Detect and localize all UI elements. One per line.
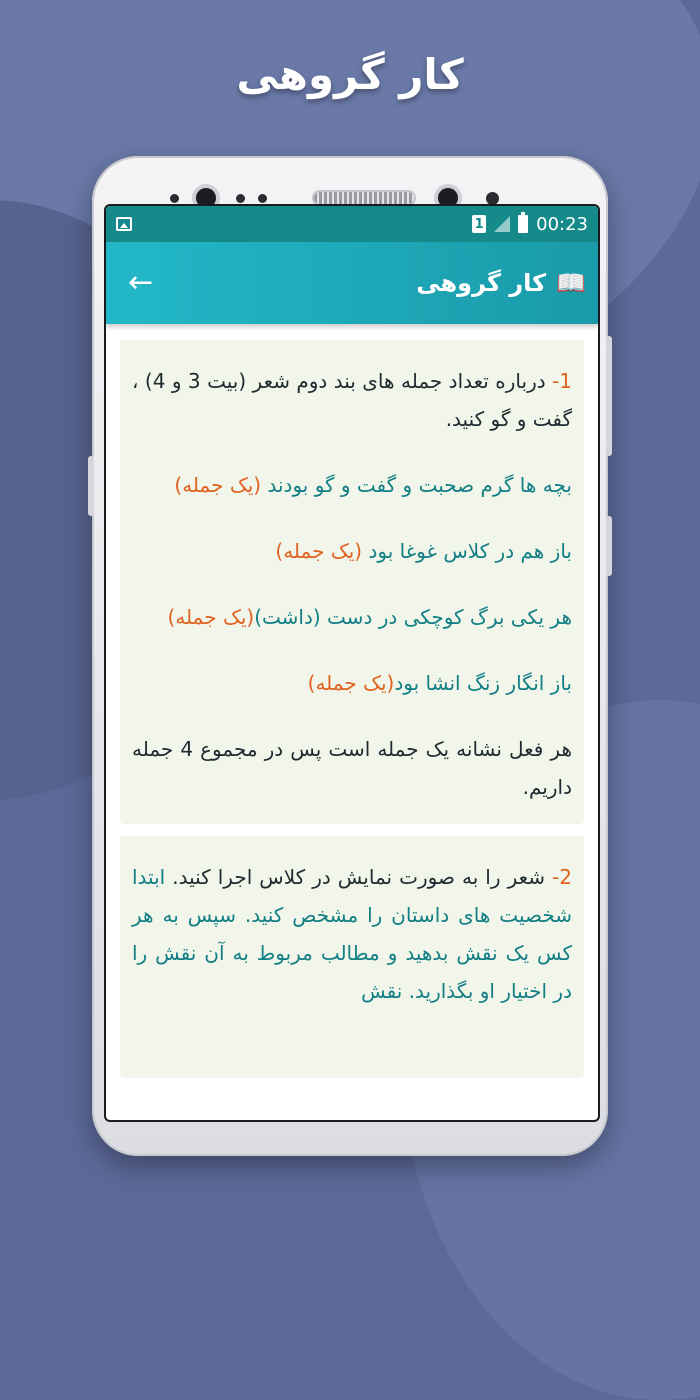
sim-icon: 1 (472, 215, 486, 233)
battery-icon (518, 215, 528, 233)
side-button (606, 336, 612, 456)
text-segment: (یک جمله) (307, 671, 395, 695)
text-segment: درباره تعداد جمله های بند دوم شعر (بیت 3 و 4) ، گفت و گو کنید. (132, 369, 572, 431)
answer-paragraph (132, 598, 572, 636)
back-arrow-icon[interactable]: ← (128, 265, 154, 300)
answer-paragraph (132, 362, 572, 438)
earpiece-speaker (314, 192, 414, 204)
answer-card (120, 340, 584, 824)
sensor-dot (258, 194, 267, 203)
phone-frame (92, 156, 608, 1156)
text-segment: شعر را به صورت نمایش در کلاس اجرا کنید. (165, 865, 553, 889)
app-bar (106, 242, 598, 324)
text-segment: (یک جمله) (275, 539, 363, 563)
phone-screen (104, 204, 600, 1122)
answer-paragraph (132, 532, 572, 570)
gallery-notification-icon (116, 217, 132, 231)
answer-paragraph (132, 664, 572, 702)
text-segment: بچه ها گرم صحبت و گفت و گو بودند (261, 473, 572, 497)
text-segment: 2- (552, 865, 572, 889)
signal-icon (494, 216, 510, 232)
promo-title: کار گروهی (236, 50, 464, 99)
text-segment: باز هم در کلاس غوغا بود (362, 539, 572, 563)
text-segment: هر فعل نشانه یک جمله است پس در مجموع 4 جمله داریم. (132, 737, 572, 799)
text-segment: ابتدا شخصیت های داستان را مشخص کنید. سپس به هر کس یک نقش بدهید و مطالب مربوط به آن نقش را در اختیار او بگذارید. نقش (132, 865, 572, 1003)
status-bar (106, 206, 598, 242)
content-scroll[interactable] (106, 324, 598, 1078)
sensor-dot (236, 194, 245, 203)
side-button (606, 516, 612, 576)
page-title: کار گروهی (416, 269, 547, 297)
text-segment: 1- (552, 369, 572, 393)
text-segment: (یک جمله) (174, 473, 262, 497)
answer-paragraph (132, 466, 572, 504)
status-time: 00:23 (536, 213, 588, 235)
side-button (88, 456, 94, 516)
answer-paragraph (132, 730, 572, 806)
text-segment: باز انگار زنگ انشا بود (394, 671, 572, 695)
text-segment: هر یکی برگ کوچکی در دست (داشت) (254, 605, 572, 629)
sensor-dot (170, 194, 179, 203)
book-icon: 📖 (556, 269, 586, 297)
answer-card (120, 836, 584, 1078)
text-segment: (یک جمله) (167, 605, 255, 629)
answer-paragraph (132, 858, 572, 1010)
